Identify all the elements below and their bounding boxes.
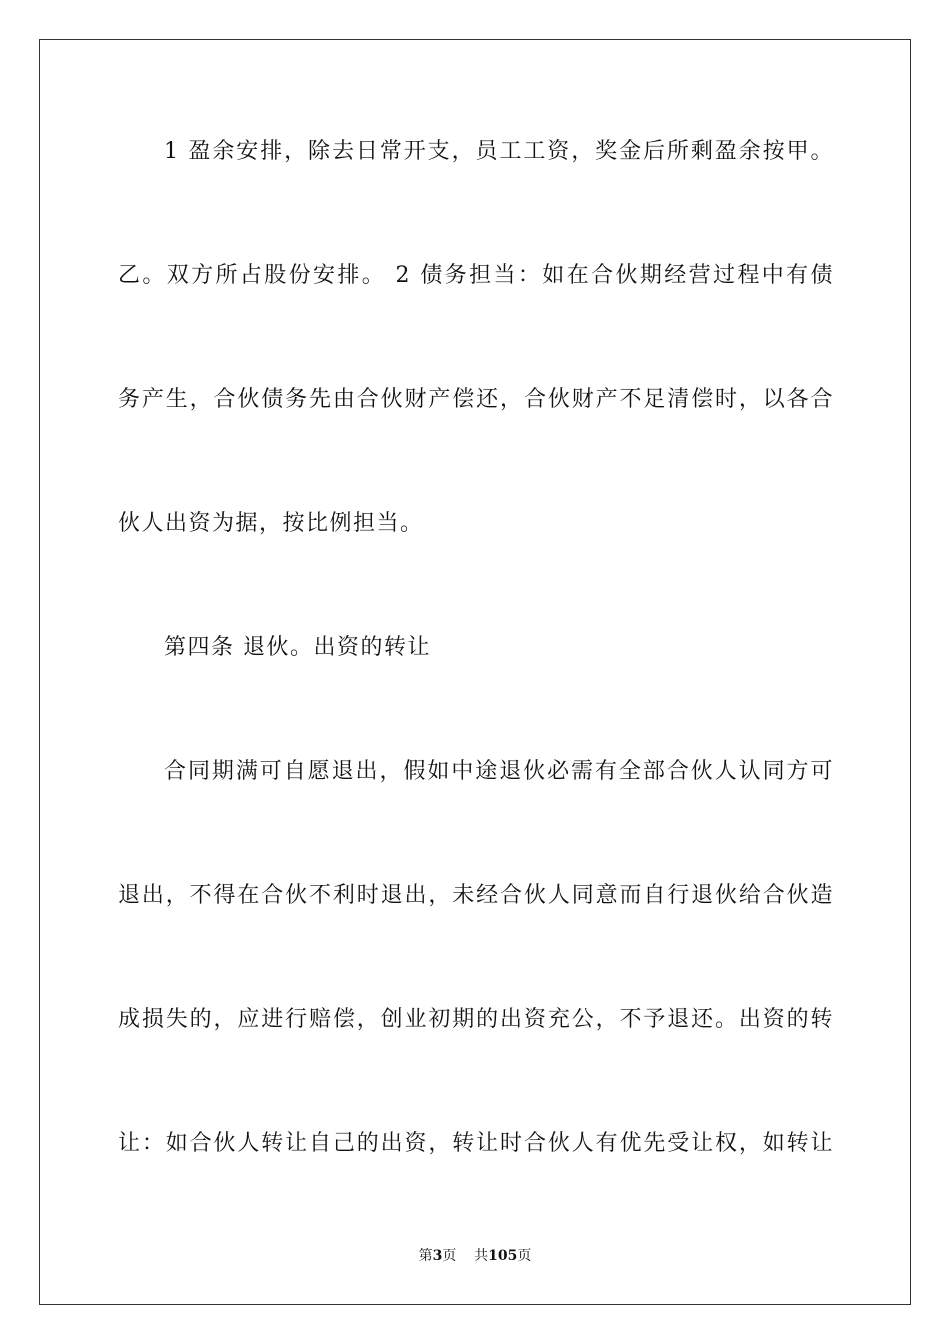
total-suffix: 页 xyxy=(517,1248,532,1264)
paragraph-line: 乙。双方所占股份安排。 2 债务担当：如在合伙期经营过程中有债 xyxy=(118,263,834,288)
total-prefix: 共 xyxy=(474,1248,489,1264)
paragraph-line: 合同期满可自愿退出，假如中途退伙必需有全部合伙人认同方可 xyxy=(164,759,834,784)
paragraph-line: 让：如合伙人转让自己的出资，转让时合伙人有优先受让权，如转让 xyxy=(118,1131,834,1156)
page-prefix: 第 xyxy=(418,1248,433,1264)
paragraph-line: 成损失的，应进行赔偿，创业初期的出资充公，不予退还。出资的转 xyxy=(118,1007,834,1032)
page-border xyxy=(39,39,911,1305)
section-heading: 第四条 退伙。出资的转让 xyxy=(164,635,431,660)
page-suffix: 页 xyxy=(442,1248,457,1264)
paragraph-line: 伙人出资为据，按比例担当。 xyxy=(118,511,424,536)
page-number: 3 xyxy=(432,1248,443,1264)
paragraph-line: 务产生，合伙债务先由合伙财产偿还，合伙财产不足清偿时，以各合 xyxy=(118,387,834,412)
paragraph-line: 退出，不得在合伙不利时退出，未经合伙人同意而自行退伙给合伙造 xyxy=(118,883,834,908)
paragraph-line: 1 盈余安排，除去日常开支，员工工资，奖金后所剩盈余按甲。 xyxy=(164,139,834,164)
page-footer xyxy=(0,1247,950,1265)
total-pages: 105 xyxy=(488,1248,518,1264)
